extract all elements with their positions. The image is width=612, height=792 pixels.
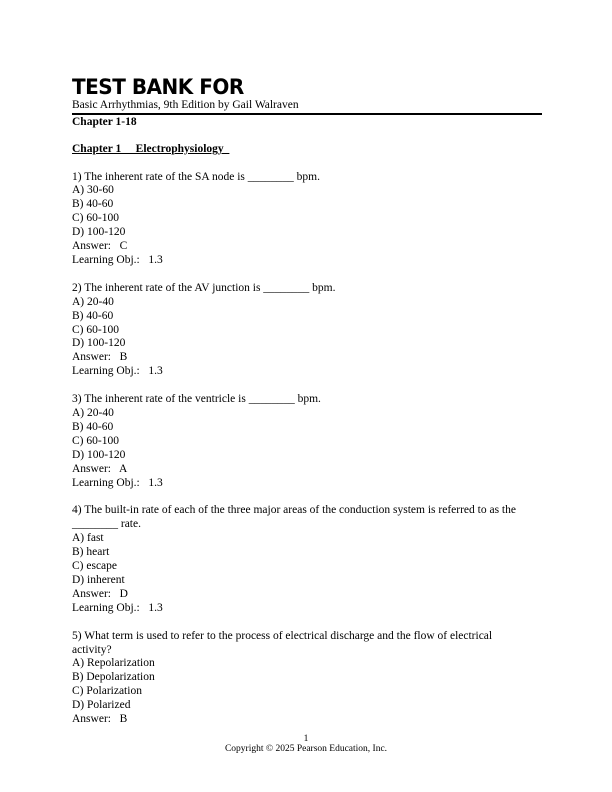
question-stem-line: 4) The built-in rate of each of the three major areas of the conduction system is referred to as the <box>72 504 516 517</box>
answer-key: Answer: B <box>72 713 128 726</box>
question-stem: 2) The inherent rate of the AV junction is ________ bpm. <box>72 281 336 294</box>
learning-objective: Learning Obj.: 1.3 <box>72 601 163 614</box>
answer-key: Answer: A <box>72 462 128 475</box>
question-item <box>72 282 542 379</box>
answer-option: B) 40-60 <box>72 198 114 211</box>
answer-option: D) 100-120 <box>72 448 126 461</box>
question-item <box>72 630 542 727</box>
question-stem: 3) The inherent rate of the ventricle is ________ bpm. <box>72 393 321 406</box>
answer-option: C) 60-100 <box>72 434 119 447</box>
question-item <box>72 393 542 490</box>
learning-objective: Learning Obj.: 1.3 <box>72 365 163 378</box>
answer-option: A) fast <box>72 532 104 545</box>
answer-key: Answer: C <box>72 239 128 252</box>
question-stem-line: activity? <box>72 643 112 656</box>
answer-option: C) 60-100 <box>72 212 119 225</box>
answer-option: B) Depolarization <box>72 671 155 684</box>
answer-option: B) 40-60 <box>72 420 114 433</box>
answer-key: Answer: B <box>72 351 128 364</box>
learning-objective: Learning Obj.: 1.3 <box>72 476 163 489</box>
chapter-range: Chapter 1-18 <box>72 116 137 128</box>
answer-option: C) escape <box>72 560 118 573</box>
answer-option: D) 100-120 <box>72 226 126 239</box>
document-banner-title: TEST BANK FOR <box>72 73 244 100</box>
answer-option: A) Repolarization <box>72 657 155 670</box>
answer-key: Answer: D <box>72 587 128 600</box>
answer-option: C) 60-100 <box>72 323 119 336</box>
question-item <box>72 504 542 615</box>
question-item <box>72 171 542 268</box>
question-list <box>72 171 542 742</box>
answer-option: A) 20-40 <box>72 295 114 308</box>
book-subtitle: Basic Arrhythmias, 9th Edition by Gail Walraven <box>72 99 299 111</box>
answer-option: A) 30-60 <box>72 184 114 197</box>
answer-option: A) 20-40 <box>72 407 114 420</box>
answer-option: C) Polarization <box>72 685 142 698</box>
answer-option: B) 40-60 <box>72 309 114 322</box>
answer-option: D) inherent <box>72 573 125 586</box>
question-stem-line: 5) What term is used to refer to the process of electrical discharge and the flow of electrical <box>72 629 493 642</box>
copyright-notice: Copyright © 2025 Pearson Education, Inc. <box>224 744 388 754</box>
answer-option: B) heart <box>72 546 110 559</box>
answer-option: D) Polarized <box>72 699 131 712</box>
question-stem-line: ________ rate. <box>72 518 141 531</box>
question-stem: 1) The inherent rate of the SA node is ________ bpm. <box>72 170 320 183</box>
page-number: 1 <box>303 734 309 744</box>
learning-objective: Learning Obj.: 1.3 <box>72 253 163 266</box>
chapter-heading: Chapter 1 Electrophysiology <box>72 143 230 155</box>
header-divider <box>72 113 542 115</box>
answer-option: D) 100-120 <box>72 337 126 350</box>
